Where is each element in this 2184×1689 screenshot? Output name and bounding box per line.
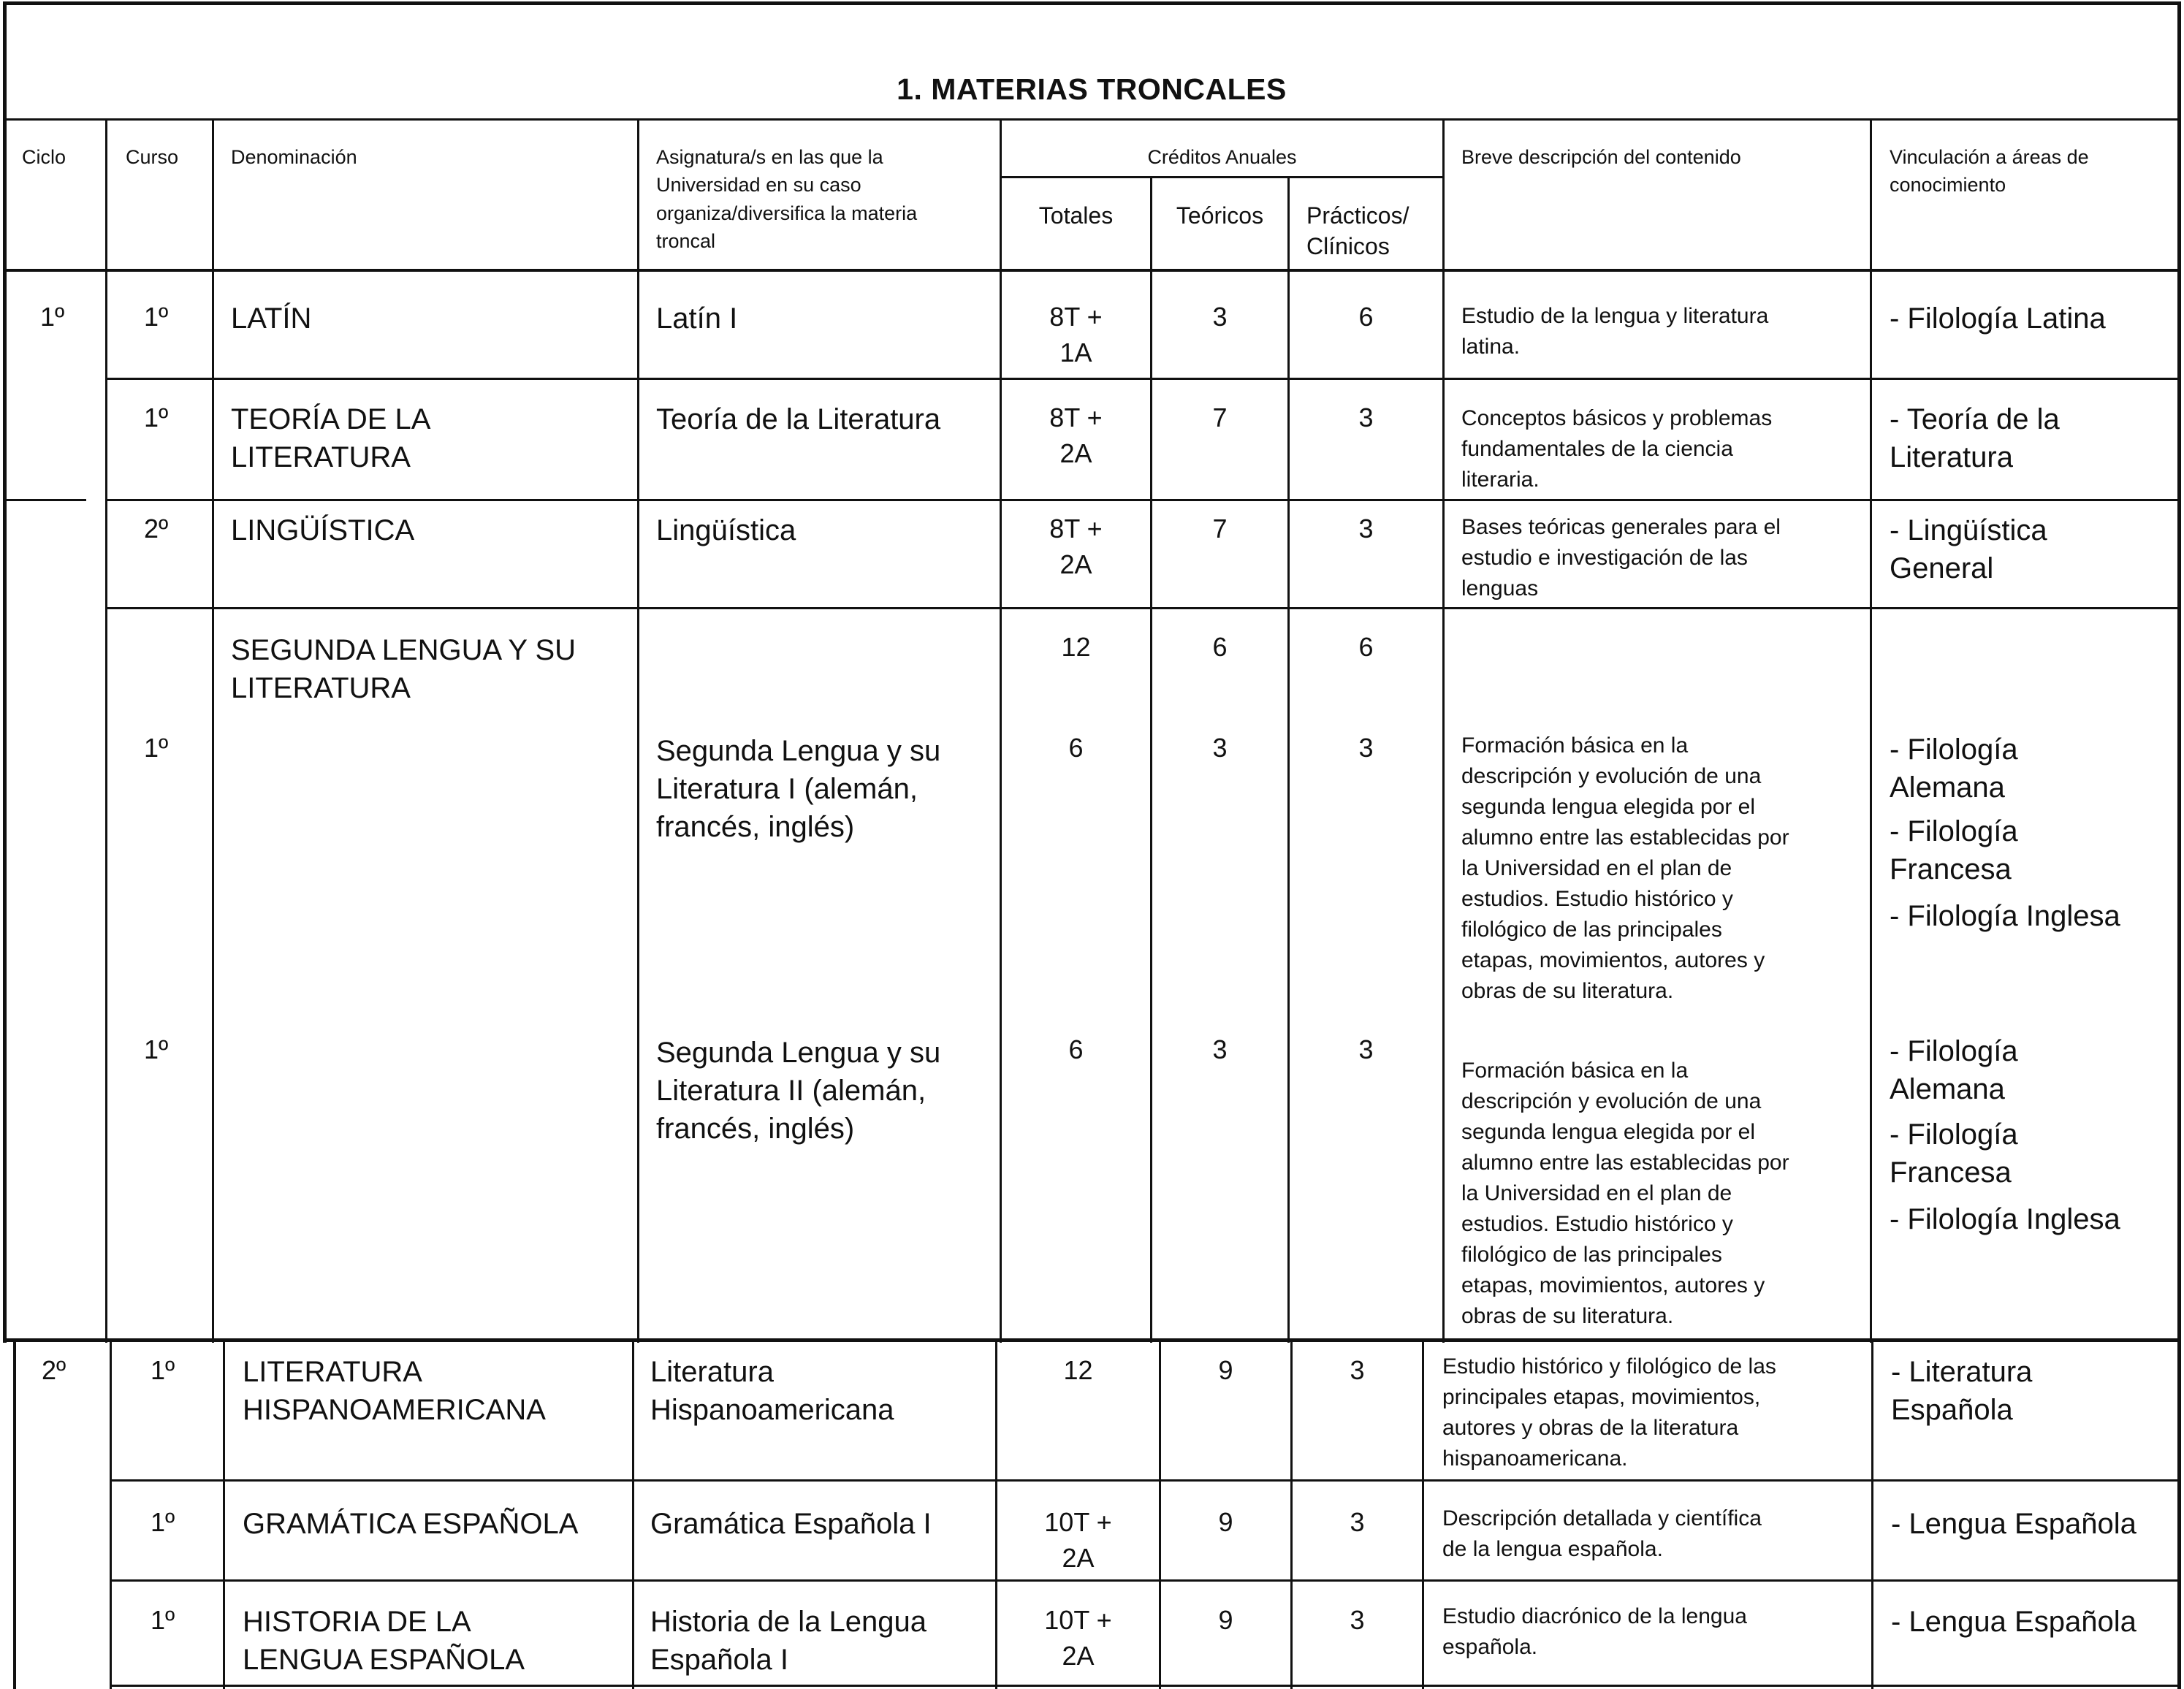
outer-right-border xyxy=(2177,1,2181,1343)
row-5-curso: 1º xyxy=(144,1034,169,1064)
row-7-denominacion: GRAMÁTICA ESPAÑOLA xyxy=(243,1508,579,1540)
col-ciclo-line xyxy=(105,118,107,1343)
row-0-curso: 1º xyxy=(144,302,169,332)
row-3-practicos: 6 xyxy=(1358,632,1374,662)
row-8-practicos: 3 xyxy=(1350,1605,1365,1635)
row-8-asignatura: Historia de la Lengua Española I xyxy=(650,1606,927,1676)
row-0-totales: 8T + 1A xyxy=(1049,302,1103,367)
row-7-asignatura: Gramática Española I xyxy=(650,1508,932,1540)
lower-row-line-3 xyxy=(110,1685,2180,1687)
header-practicos: Prácticos/ Clínicos xyxy=(1306,202,1409,259)
row-0-teoricos: 3 xyxy=(1212,302,1228,332)
header-teoricos: Teóricos xyxy=(1176,202,1264,229)
lower-right-border xyxy=(2177,1338,2181,1689)
row-3-teoricos: 6 xyxy=(1212,632,1228,662)
row-1-areas: - Teoría de la Literatura xyxy=(1890,403,2060,473)
lower-row-line-1 xyxy=(110,1479,2180,1482)
row-4-asignatura: Segunda Lengua y su Literatura I (alemán, francés, inglés) xyxy=(656,735,941,843)
row-6-denominacion: LITERATURA HISPANOAMERICANA xyxy=(243,1356,546,1426)
header-curso: Curso xyxy=(126,146,179,168)
row-1-curso: 1º xyxy=(144,403,169,432)
lower-left-border xyxy=(13,1338,16,1689)
row-8-curso: 1º xyxy=(151,1605,175,1635)
row-5-descripcion: Formación básica en la descripción y evolución de una segunda lengua elegida por el alumno entre las establecidas por la Universidad en el plan de estudios. Estudio histórico y filológico de las principales etapas, movimientos, autores y obras de su literatura. xyxy=(1461,1059,1789,1328)
row-2-practicos: 3 xyxy=(1358,514,1374,544)
row-6-areas: - Literatura Española xyxy=(1891,1356,2033,1426)
lower-row-line-2 xyxy=(110,1579,2180,1582)
row-6-ciclo: 2º xyxy=(42,1355,66,1385)
row-5-area-francesa: - Filología Francesa xyxy=(1890,1118,2018,1189)
header-totales: Totales xyxy=(1038,202,1114,229)
col-descripcion-line xyxy=(1870,118,1872,1343)
row-4-area-alemana: - Filología Alemana xyxy=(1890,733,2018,804)
lower-col-denominacion-line xyxy=(632,1341,634,1689)
row-7-practicos: 3 xyxy=(1350,1507,1365,1537)
header-denominacion: Denominación xyxy=(231,146,357,168)
section-divider xyxy=(3,1338,2180,1342)
lower-col-descripcion-line xyxy=(1871,1341,1873,1689)
row-4-curso: 1º xyxy=(144,733,169,763)
lower-col-curso-line xyxy=(223,1341,225,1689)
row-1-practicos: 3 xyxy=(1358,403,1374,432)
row-2-totales: 8T + 2A xyxy=(1049,514,1103,579)
row-7-totales: 10T + 2A xyxy=(1044,1507,1112,1573)
page-title: 1. MATERIAS TRONCALES xyxy=(897,72,1287,106)
row-8-denominacion: HISTORIA DE LA LENGUA ESPAÑOLA xyxy=(243,1606,525,1676)
ciclo-separator-stub xyxy=(6,499,86,501)
row-1-denominacion: TEORÍA DE LA LITERATURA xyxy=(231,403,431,473)
row-7-curso: 1º xyxy=(151,1507,175,1537)
row-0-practicos: 6 xyxy=(1358,302,1374,332)
row-7-teoricos: 9 xyxy=(1218,1507,1233,1537)
lower-col-ciclo-line xyxy=(110,1341,112,1689)
header-bottom-line xyxy=(3,269,2180,272)
row-0-areas: - Filología Latina xyxy=(1890,302,2106,335)
row-8-teoricos: 9 xyxy=(1218,1605,1233,1635)
row-3-denominacion: SEGUNDA LENGUA Y SU LITERATURA xyxy=(231,634,577,704)
row-2-teoricos: 7 xyxy=(1212,514,1228,544)
lower-col-practicos-line xyxy=(1422,1341,1424,1689)
row-2-curso: 2º xyxy=(144,514,169,544)
row-0-denominacion: LATÍN xyxy=(231,302,312,335)
row-5-asignatura: Segunda Lengua y su Literatura II (alemán, francés, inglés) xyxy=(656,1037,941,1145)
row-8-areas: - Lengua Española xyxy=(1891,1606,2137,1638)
row-line-3 xyxy=(105,607,2180,609)
creditos-subheader-line xyxy=(1000,176,1444,178)
row-4-area-inglesa: - Filología Inglesa xyxy=(1890,900,2120,932)
header-descripcion: Breve descripción del contenido xyxy=(1461,146,1741,168)
row-2-areas: - Lingüística General xyxy=(1890,514,2047,584)
row-6-practicos: 3 xyxy=(1350,1355,1365,1385)
row-5-area-alemana: - Filología Alemana xyxy=(1890,1035,2018,1105)
row-1-descripcion: Conceptos básicos y problemas fundamentales de la ciencia literaria. xyxy=(1461,406,1773,492)
row-7-areas: - Lengua Española xyxy=(1891,1508,2137,1540)
row-3-totales: 12 xyxy=(1061,632,1091,662)
row-line-2 xyxy=(105,499,2180,501)
row-4-totales: 6 xyxy=(1068,733,1084,763)
row-1-asignatura: Teoría de la Literatura xyxy=(656,403,941,435)
row-6-asignatura: Literatura Hispanoamericana xyxy=(650,1356,894,1426)
row-5-teoricos: 3 xyxy=(1212,1034,1228,1064)
row-2-asignatura: Lingüística xyxy=(656,514,796,546)
row-8-descripcion: Estudio diacrónico de la lengua española. xyxy=(1442,1604,1747,1659)
row-1-totales: 8T + 2A xyxy=(1049,403,1103,468)
row-5-totales: 6 xyxy=(1068,1034,1084,1064)
row-8-totales: 10T + 2A xyxy=(1044,1605,1112,1671)
header-creditos-anuales: Créditos Anuales xyxy=(1147,146,1297,168)
row-0-asignatura: Latín I xyxy=(656,302,738,335)
row-4-area-francesa: - Filología Francesa xyxy=(1890,815,2018,885)
row-5-practicos: 3 xyxy=(1358,1034,1374,1064)
row-7-descripcion: Descripción detallada y científica de la lengua española. xyxy=(1442,1506,1762,1561)
outer-left-border xyxy=(3,1,7,1343)
col-curso-line xyxy=(212,118,214,1343)
row-6-teoricos: 9 xyxy=(1218,1355,1233,1385)
outer-top-border xyxy=(3,1,2180,5)
row-4-teoricos: 3 xyxy=(1212,733,1228,763)
row-6-totales: 12 xyxy=(1063,1355,1093,1385)
header-ciclo: Ciclo xyxy=(22,146,66,168)
col-practicos-line xyxy=(1442,118,1445,1343)
title-bottom-line xyxy=(3,118,2180,121)
row-0-descripcion: Estudio de la lengua y literatura latina. xyxy=(1461,304,1769,359)
row-6-descripcion: Estudio histórico y filológico de las principales etapas, movimientos, autores y obras de la literatura hispanoamericana. xyxy=(1442,1354,1776,1471)
row-5-area-inglesa: - Filología Inglesa xyxy=(1890,1203,2120,1235)
header-vinculacion: Vinculación a áreas de conocimiento xyxy=(1890,146,2089,197)
row-6-curso: 1º xyxy=(151,1355,175,1385)
header-asignaturas: Asignatura/s en las que la Universidad en su caso organiza/diversifica la materia troncal xyxy=(656,146,918,252)
row-line-1 xyxy=(105,378,2180,380)
row-4-practicos: 3 xyxy=(1358,733,1374,763)
col-denominacion-line xyxy=(637,118,639,1343)
row-2-denominacion: LINGÜÍSTICA xyxy=(231,514,415,546)
row-4-descripcion: Formación básica en la descripción y evolución de una segunda lengua elegida por el alumno entre las establecidas por la Universidad en el plan de estudios. Estudio histórico y filológico de las principales etapas, movimientos, autores y obras de su literatura. xyxy=(1461,733,1789,1003)
row-1-teoricos: 7 xyxy=(1212,403,1228,432)
row-0-ciclo: 1º xyxy=(40,302,65,332)
row-2-descripcion: Bases teóricas generales para el estudio e investigación de las lenguas xyxy=(1461,515,1781,601)
